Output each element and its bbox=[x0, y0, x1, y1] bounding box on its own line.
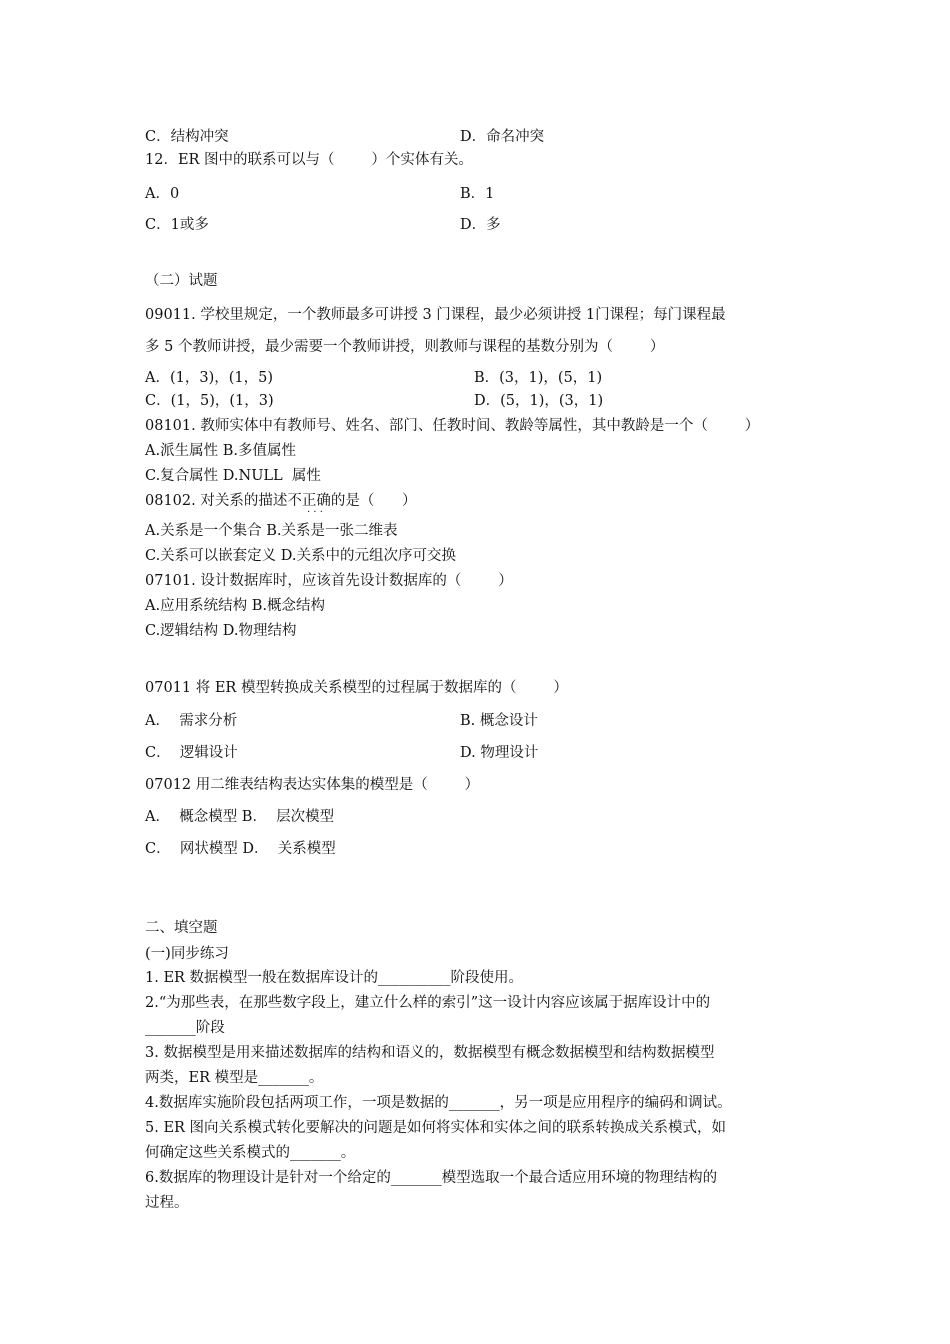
fill-item-4: 4.数据库实施阶段包括两项工作，一项是数据的_______，另一项是应用程序的编码和调试。 bbox=[145, 1095, 732, 1111]
q09011-option-b: B．(3，1)，(5，1) bbox=[474, 370, 603, 386]
fill-item-5-line2: 何确定这些关系模式的_______。 bbox=[145, 1145, 356, 1161]
q07101-stem: 07101. 设计数据库时，应该首先设计数据库的（ ） bbox=[145, 573, 513, 589]
fill-heading: 二、填空题 bbox=[145, 920, 218, 936]
q09011-option-a: A．(1，3)，(1，5) bbox=[145, 370, 274, 386]
fill-item-6-line1: 6.数据库的物理设计是针对一个给定的_______模型选取一个最合适应用环境的物理结构的 bbox=[145, 1170, 718, 1186]
q09011-option-c: C．(1，5)，(1，3) bbox=[145, 393, 274, 409]
fill-item-3-line2: 两类，ER 模型是_______。 bbox=[145, 1070, 324, 1086]
fill-item-6-line2: 过程。 bbox=[145, 1195, 189, 1211]
section-heading-exam: （二）试题 bbox=[145, 273, 218, 289]
fill-item-2-line2: _______阶段 bbox=[145, 1020, 225, 1036]
fill-item-5-line1: 5. ER 图向关系模式转化要解决的问题是如何将实体和实体之间的联系转换成关系模式，如 bbox=[145, 1120, 727, 1136]
q07011-stem: 07011 将 ER 模型转换成关系模型的过程属于数据库的（ ） bbox=[145, 680, 568, 696]
fill-item-1: 1. ER 数据模型一般在数据库设计的__________阶段使用。 bbox=[145, 970, 524, 986]
q09011-option-d: D．(5，1)，(3，1) bbox=[474, 393, 604, 409]
q12-option-c: C．1或多 bbox=[145, 217, 209, 233]
q09011-stem-line2: 多 5 个教师讲授，最少需要一个教师讲授，则教师与课程的基数分别为（ ） bbox=[145, 339, 665, 355]
q11-option-d: D．命名冲突 bbox=[460, 129, 545, 145]
fill-item-3-line1: 3. 数据模型是用来描述数据库的结构和语义的，数据模型有概念数据模型和结构数据模型 bbox=[145, 1045, 715, 1061]
q08101-stem: 08101. 教师实体中有教师号、姓名、部门、任教时间、教龄等属性，其中教龄是一个（ ） bbox=[145, 418, 760, 434]
emphasis-dots: · · · bbox=[307, 507, 323, 518]
q08102-stem: 08102. 对关系的描述不正确的是（ ） bbox=[145, 493, 417, 509]
q12-option-a: A．0 bbox=[145, 186, 180, 202]
q07011-option-d: D. 物理设计 bbox=[460, 745, 539, 761]
q08101-options-cd: C.复合属性 D.NULL 属性 bbox=[145, 468, 321, 484]
fill-item-2-line1: 2.“为那些表，在那些数字段上，建立什么样的索引”这一设计内容应该属于据库设计中的 bbox=[145, 995, 711, 1011]
q11-option-c: C．结构冲突 bbox=[145, 129, 229, 145]
q12-option-d: D．多 bbox=[460, 217, 501, 233]
q08101-options-ab: A.派生属性 B.多值属性 bbox=[145, 443, 296, 459]
q07101-options-ab: A.应用系统结构 B.概念结构 bbox=[145, 598, 325, 614]
q07011-option-a: A． 需求分析 bbox=[145, 713, 238, 729]
q09011-stem-line1: 09011. 学校里规定，一个教师最多可讲授 3 门课程，最少必须讲授 1门课程；每门课程最 bbox=[145, 307, 726, 323]
q07012-options-ab: A． 概念模型 B． 层次模型 bbox=[145, 809, 335, 825]
q07012-options-cd: C． 网状模型 D． 关系模型 bbox=[145, 841, 336, 857]
q07011-option-b: B. 概念设计 bbox=[460, 713, 538, 729]
q07101-options-cd: C.逻辑结构 D.物理结构 bbox=[145, 623, 297, 639]
q07011-option-c: C． 逻辑设计 bbox=[145, 745, 238, 761]
q08102-options-ab: A.关系是一个集合 B.关系是一张二维表 bbox=[145, 523, 398, 539]
q08102-options-cd: C.关系可以嵌套定义 D.关系中的元组次序可交换 bbox=[145, 548, 457, 564]
q12-option-b: B．1 bbox=[460, 186, 495, 202]
q12-stem: 12．ER 图中的联系可以与（ ）个实体有关。 bbox=[145, 152, 473, 168]
fill-subheading: (一)同步练习 bbox=[145, 946, 229, 962]
q07012-stem: 07012 用二维表结构表达实体集的模型是（ ） bbox=[145, 777, 480, 793]
